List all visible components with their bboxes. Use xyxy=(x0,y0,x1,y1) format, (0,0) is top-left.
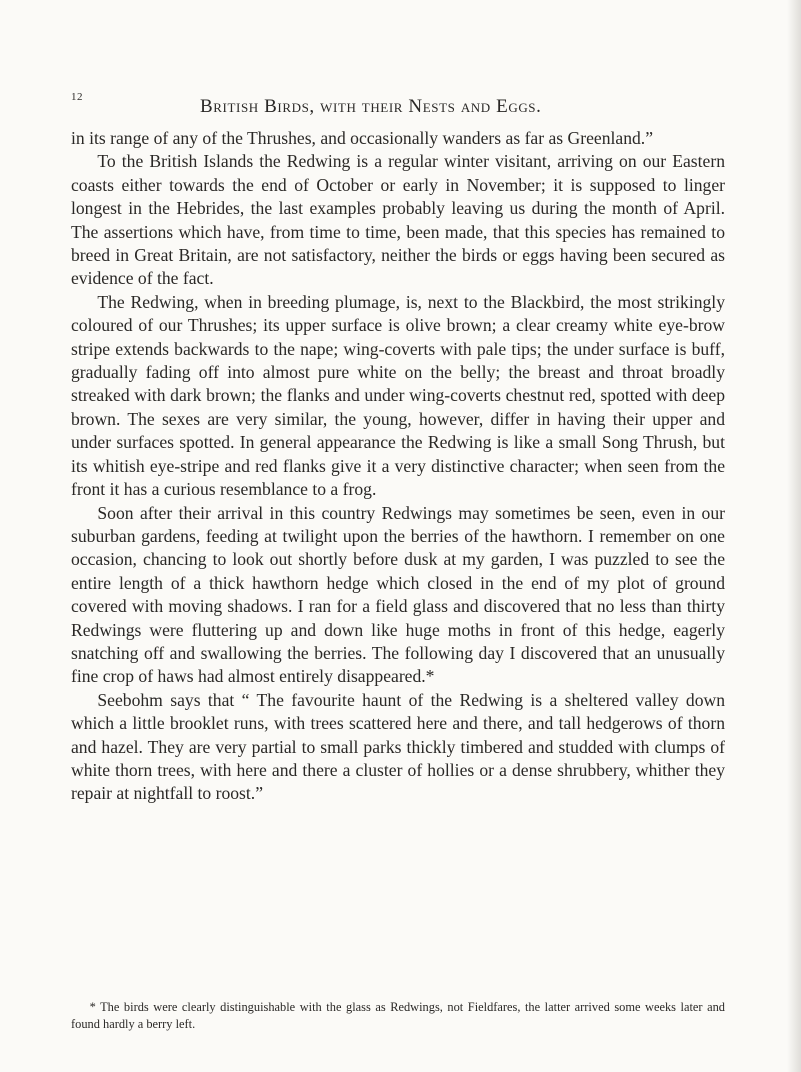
paragraph-plumage: The Redwing, when in breeding plumage, is, next to the Blackbird, the most strikingly coloured of our Thrushes; its upper surface is olive brown; a clear creamy white eye-brow stripe extends backwards to the nape; wing-coverts with pale tips; the under surface is buff, gradually fading off into almost pure white on the belly; the breast and throat broadly streaked with dark brown; the flanks and under wing-coverts chestnut red, spotted with deep brown. The sexes are very similar, the young, however, differ in having their upper and under surfaces spotted. In general appearance the Redwing is like a small Song Thrush, but its whitish eye-stripe and red flanks give it a very distinctive character; when seen from the front it has a curious resemblance to a frog. xyxy=(71,291,725,500)
paragraph-seebohm-quote: Seebohm says that “ The favourite haunt of the Redwing is a sheltered valley down which a little brooklet runs, with trees scattered here and there, and tall hedgerows of thorn and hazel. They are very partial to small parks thickly timbered and studded with clumps of white thorn trees, with here and there a cluster of hollies or a dense shrubbery, whither they repair at nightfall to roost.” xyxy=(71,689,725,804)
paragraph-winter-visitant: To the British Islands the Redwing is a regular winter visitant, arriving on our Eastern coasts either towards the end of October or early in November; it is supposed to linger longest in the Hebrides, the last examples probably leaving us during the month of April. The assertions which have, from time to time, been made, that this species has remained to breed in Great Britain, are not satisfactory, neither the birds or eggs having been secured as evidence of the fact. xyxy=(71,151,725,289)
running-title: British Birds, with their Nests and Eggs. xyxy=(200,96,542,117)
body-text xyxy=(71,127,725,806)
page-number: 12 xyxy=(71,91,83,103)
footnote: * The birds were clearly distinguishable with the glass as Redwings, not Fieldfares, the latter arrived some weeks later and found hardly a berry left. xyxy=(71,1000,725,1031)
paragraph-garden-observation: Soon after their arrival in this country Redwings may sometimes be seen, even in our suburban gardens, feeding at twilight upon the berries of the hawthorn. I remember on one occasion, chancing to look out shortly before dusk at my garden, I was puzzled to see the entire length of a thick hawthorn hedge which closed in the end of my plot of ground covered with moving shadows. I ran for a field glass and discovered that no less than thirty Redwings were fluttering up and down like huge moths in front of this hedge, eagerly snatching off and swallowing the berries. The following day I discovered that an unusually fine crop of haws had almost entirely disappeared.* xyxy=(71,502,725,687)
page-edge-shadow xyxy=(787,0,801,1072)
paragraph-continued: in its range of any of the Thrushes, and occasionally wanders as far as Greenland.” xyxy=(71,128,654,148)
